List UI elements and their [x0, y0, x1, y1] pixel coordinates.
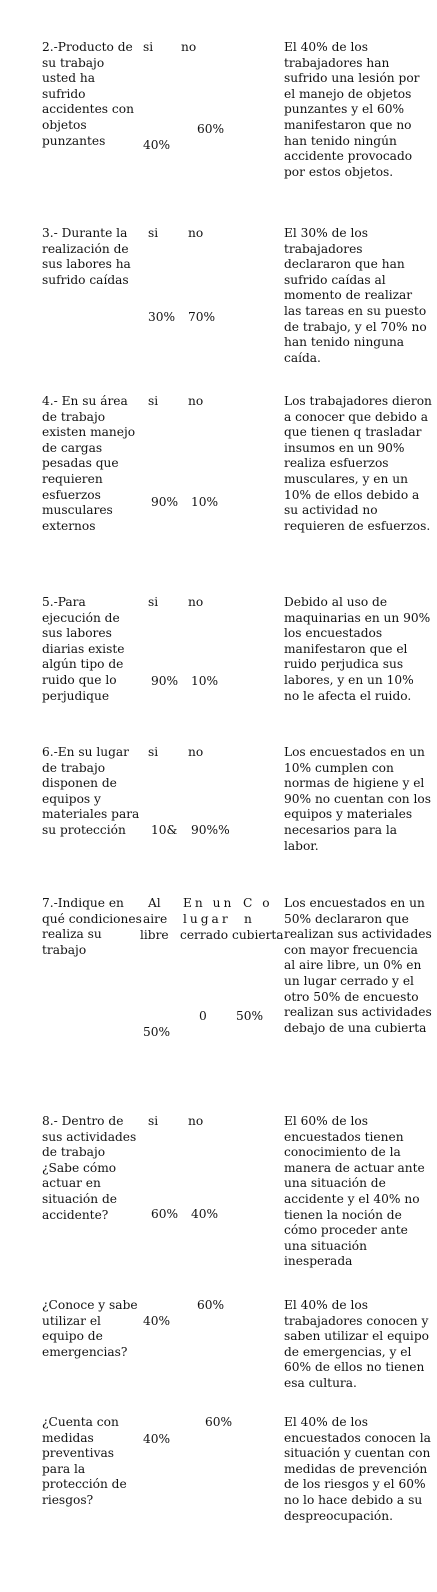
enclosed-percentage: 0	[199, 1009, 207, 1023]
question-text: 2.-Producto de su trabajo usted ha sufrido accidentes con objetos punzantes	[42, 40, 134, 148]
option-outdoor-label: aire	[143, 912, 168, 926]
question-text: 8.- Dentro de sus actividades de trabajo ¿Sabe cómo actuar en situación de accidente?	[42, 1114, 137, 1222]
option-enclosed-label: cerrado	[180, 928, 229, 942]
no-percentage: 60%	[197, 1298, 225, 1312]
option-no-label: no	[188, 226, 204, 240]
option-yes-label: si	[148, 745, 159, 759]
comment-text: Debido al uso de maquinarias en un 90% los encuestados manifestaron que el ruido perjudica sus labores, y en un 10% no le afecta el ruido.	[284, 595, 431, 703]
comment-text: Los encuestados en un 50% declararon que realizan sus actividades con mayor frecuencia al aire libre, un 0% en un lugar cerrado y el otro 50% de encuesto realizan sus actividades debajo de una cubierta	[284, 896, 432, 1035]
option-enclosed-label: lugar	[183, 912, 231, 926]
yes-percentage: 40%	[143, 1432, 171, 1446]
option-no-label: no	[188, 745, 204, 759]
option-covered-label: n	[244, 912, 252, 926]
option-outdoor-label: libre	[140, 928, 169, 942]
yes-percentage: 90%	[151, 674, 179, 688]
option-no-label: no	[188, 394, 204, 408]
outdoor-percentage: 50%	[143, 1025, 171, 1039]
option-no-label: no	[188, 1114, 204, 1128]
question-text: ¿Conoce y sabe utilizar el equipo de emergencias?	[42, 1298, 138, 1359]
option-covered-label: cubierta	[232, 928, 284, 942]
option-yes-label: si	[148, 394, 159, 408]
option-yes-label: si	[143, 40, 154, 54]
question-text: 5.-Para ejecución de sus labores diarias existe algún tipo de ruido que lo perjudique	[42, 595, 125, 703]
no-percentage: 10%	[191, 495, 219, 509]
no-percentage: 60%	[205, 1415, 233, 1429]
yes-percentage: 40%	[143, 138, 171, 152]
question-text: ¿Cuenta con medidas preventivas para la protección de riesgos?	[42, 1415, 127, 1507]
option-yes-label: si	[148, 226, 159, 240]
yes-percentage: 60%	[151, 1207, 179, 1221]
comment-text: El 30% de los trabajadores declararon que han sufrido caídas al momento de realizar las tareas en su puesto de trabajo, y el 70% no han tenido ninguna caída.	[284, 226, 427, 365]
option-outdoor-label: Al	[148, 896, 161, 910]
question-text: 3.- Durante la realización de sus labores ha sufrido caídas	[42, 226, 131, 287]
yes-percentage: 30%	[148, 310, 176, 324]
comment-text: Los trabajadores dieron a conocer que debido a que tienen q trasladar insumos en un 90% realiza esfuerzos musculares, y en un 10% de ellos debido a su actividad no requieren de esfuerzos.	[284, 394, 432, 533]
question-text: 6.-En su lugar de trabajo disponen de equipos y materiales para su protección	[42, 745, 140, 837]
comment-text: El 40% de los trabajadores han sufrido una lesión por el manejo de objetos punzantes y el 60% manifestaron que no han tenido ningún accidente provocado por estos objetos.	[284, 40, 420, 179]
no-percentage: 10%	[191, 674, 219, 688]
question-text: 7.-Indique en qué condiciones realiza su trabajo	[42, 896, 142, 957]
option-no-label: no	[181, 40, 197, 54]
option-yes-label: si	[148, 595, 159, 609]
comment-text: El 40% de los encuestados conocen la situación y cuentan con medidas de prevención de los riesgos y el 60% no lo hace debido a su despreocupación.	[284, 1415, 431, 1523]
yes-percentage: 40%	[143, 1314, 171, 1328]
covered-percentage: 50%	[236, 1009, 264, 1023]
yes-percentage: 10&	[151, 823, 178, 837]
no-percentage: 90%%	[191, 823, 230, 837]
option-enclosed-label: En un	[183, 896, 235, 910]
question-text: 4.- En su área de trabajo existen manejo de cargas pesadas que requieren esfuerzos musculares externos	[42, 394, 136, 533]
no-percentage: 40%	[191, 1207, 219, 1221]
yes-percentage: 90%	[151, 495, 179, 509]
no-percentage: 60%	[197, 122, 225, 136]
no-percentage: 70%	[188, 310, 216, 324]
comment-text: El 60% de los encuestados tienen conocimiento de la manera de actuar ante una situación de accidente y el 40% no tienen la noción de cómo proceder ante una situación inesperada	[284, 1114, 425, 1269]
comment-text: Los encuestados en un 10% cumplen con normas de higiene y el 90% no cuentan con los equipos y materiales necesarios para la labor.	[284, 745, 432, 853]
option-covered-label: C o	[243, 896, 273, 910]
comment-text: El 40% de los trabajadores conocen y saben utilizar el equipo de emergencias, y el 60% de ellos no tienen esa cultura.	[284, 1298, 429, 1390]
option-yes-label: si	[148, 1114, 159, 1128]
option-no-label: no	[188, 595, 204, 609]
